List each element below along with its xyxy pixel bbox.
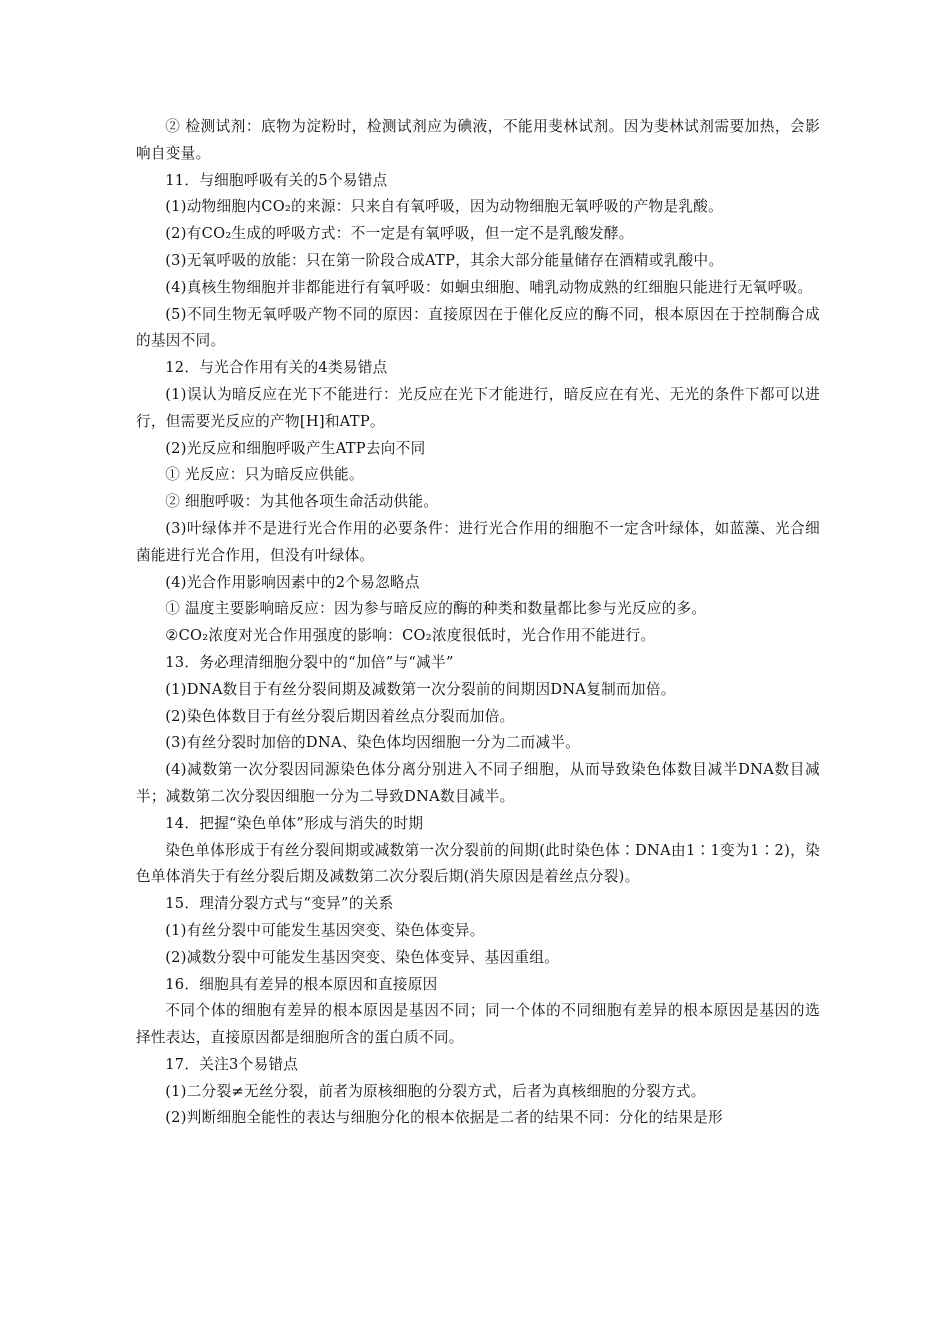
paragraph-14: 染色单体形成于有丝分裂间期或减数第一次分裂前的间期(此时染色体∶DNA由1∶1变为1∶2)，染色单体消失于有丝分裂后期及减数第二次分裂后期(消失原因是着丝点分裂)。 xyxy=(136,841,820,886)
paragraph-13-4: (4)减数第一次分裂因同源染色体分离分别进入不同子细胞，从而导致染色体数目减半DNA数目减半；减数第二次分裂因细胞一分为二导致DNA数目减半。 xyxy=(136,761,820,805)
paragraph-12-2-b: ② 细胞呼吸：为其他各项生命活动供能。 xyxy=(165,493,439,511)
paragraph-11-5: (5)不同生物无氧呼吸产物不同的原因：直接原因在于催化反应的酶不同，根本原因在于控制酶合成的基因不同。 xyxy=(136,305,820,350)
paragraph-12-1: (1)误认为暗反应在光下不能进行：光反应在光下才能进行，暗反应在有光、无光的条件下都可以进行，但需要光反应的产物[H]和ATP。 xyxy=(136,385,820,430)
heading-13: 13．务必理清细胞分裂中的“加倍”与“减半” xyxy=(165,653,454,671)
paragraph-11-2: (2)有CO₂生成的呼吸方式：不一定是有氧呼吸，但一定不是乳酸发酵。 xyxy=(165,225,634,243)
heading-11: 11．与细胞呼吸有关的5个易错点 xyxy=(165,171,388,189)
paragraph-test-reagent: ② 检测试剂：底物为淀粉时，检测试剂应为碘液，不能用斐林试剂。因为斐林试剂需要加热，会影响自变量。 xyxy=(136,118,820,162)
paragraph-13-1: (1)DNA数目于有丝分裂间期及减数第一次分裂前的间期因DNA复制而加倍。 xyxy=(165,680,676,698)
paragraph-17-1: (1)二分裂≠无丝分裂，前者为原核细胞的分裂方式，后者为真核细胞的分裂方式。 xyxy=(165,1082,706,1100)
heading-17: 17．关注3个易错点 xyxy=(165,1055,299,1073)
heading-15: 15．理清分裂方式与“变异”的关系 xyxy=(165,895,394,913)
paragraph-12-3: (3)叶绿体并不是进行光合作用的必要条件：进行光合作用的细胞不一定含叶绿体，如蓝藻、光合细菌能进行光合作用，但没有叶绿体。 xyxy=(136,519,820,564)
paragraph-15-1: (1)有丝分裂中可能发生基因突变、染色体变异。 xyxy=(165,921,485,939)
heading-16: 16．细胞具有差异的根本原因和直接原因 xyxy=(165,975,438,993)
paragraph-17-2: (2)判断细胞全能性的表达与细胞分化的根本依据是二者的结果不同：分化的结果是形 xyxy=(165,1109,723,1127)
paragraph-12-2: (2)光反应和细胞呼吸产生ATP去向不同 xyxy=(165,439,426,457)
paragraph-11-3: (3)无氧呼吸的放能：只在第一阶段合成ATP，其余大部分能量储存在酒精或乳酸中。 xyxy=(165,251,724,269)
paragraph-12-4-a: ① 温度主要影响暗反应：因为参与暗反应的酶的种类和数量都比参与光反应的多。 xyxy=(165,600,707,618)
paragraph-11-4: (4)真核生物细胞并非都能进行有氧呼吸：如蛔虫细胞、哺乳动物成熟的红细胞只能进行无氧呼吸。 xyxy=(165,278,813,296)
paragraph-12-2-a: ① 光反应：只为暗反应供能。 xyxy=(165,466,364,484)
paragraph-13-2: (2)染色体数目于有丝分裂后期因着丝点分裂而加倍。 xyxy=(165,707,515,725)
heading-14: 14．把握“染色单体”形成与消失的时期 xyxy=(165,814,424,832)
paragraph-11-1: (1)动物细胞内CO₂的来源：只来自有氧呼吸，因为动物细胞无氧呼吸的产物是乳酸。 xyxy=(165,198,724,216)
document-body xyxy=(136,114,820,1132)
paragraph-12-4: (4)光合作用影响因素中的2个易忽略点 xyxy=(165,573,420,591)
paragraph-13-3: (3)有丝分裂时加倍的DNA、染色体均因细胞一分为二而减半。 xyxy=(165,734,581,752)
paragraph-12-4-b: ②CO₂浓度对光合作用强度的影响：CO₂浓度很低时，光合作用不能进行。 xyxy=(165,627,656,645)
heading-12: 12．与光合作用有关的4类易错点 xyxy=(165,359,388,377)
paragraph-15-2: (2)减数分裂中可能发生基因突变、染色体变异、基因重组。 xyxy=(165,948,560,966)
paragraph-16: 不同个体的细胞有差异的根本原因是基因不同；同一个体的不同细胞有差异的根本原因是基因的选择性表达，直接原因都是细胞所含的蛋白质不同。 xyxy=(136,1002,820,1047)
